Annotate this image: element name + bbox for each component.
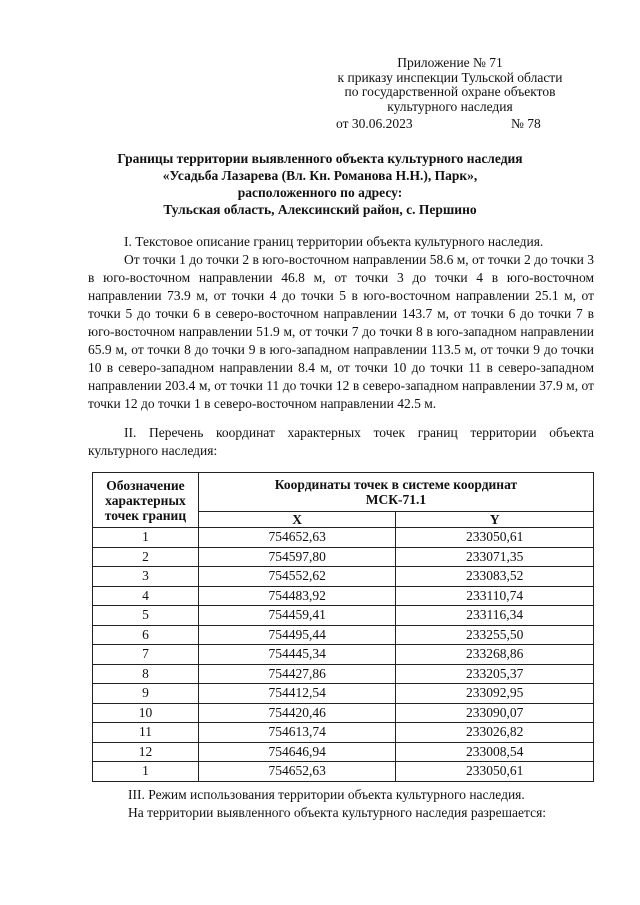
header-order-line: к приказу инспекции Тульской области [337,69,563,85]
point-number-cell: 4 [93,586,199,606]
point-number-cell: 11 [93,723,199,743]
x-coordinate-cell: 754483,92 [198,586,396,606]
col-coords-header [198,473,593,512]
coordinates-table [92,472,594,782]
x-coordinate-cell: 754459,41 [198,606,396,626]
section3-heading: III. Режим использования территории объекта культурного наследия. [128,787,525,802]
y-coordinate-cell: 233110,74 [396,586,594,606]
header-appendix: Приложение № 71 [397,55,503,70]
x-coordinate-cell: 754652,63 [198,528,396,548]
table-row [93,645,594,665]
table-row [93,684,594,704]
point-number-cell: 12 [93,742,199,762]
section2-heading: II. Перечень координат характерных точек границ территории объекта культурного наследия: [88,425,594,458]
y-coordinate-cell: 233090,07 [396,703,594,723]
order-date: от 30.06.2023 [336,116,413,131]
col-points-header: Обозначение характерных точек границ [93,473,199,528]
section1-heading: I. Текстовое описание границ территории объекта культурного наследия. [124,234,544,249]
coords-header-line-2: МСК-71.1 [365,492,427,507]
point-number-cell: 6 [93,625,199,645]
y-coordinate-cell: 233008,54 [396,742,594,762]
header-protection-line: по государственной охране объектов [344,84,556,99]
table-row [93,547,594,567]
y-coordinate-cell: 233071,35 [396,547,594,567]
header-heritage-line: культурного наследия [387,98,513,114]
y-coordinate-cell: 233026,82 [396,723,594,743]
point-number-cell: 3 [93,567,199,587]
section1-text: От точки 1 до точки 2 в юго-восточном направлении 58.6 м, от точки 2 до точки 3 в юго-восточном направлении 46.8 м, от точки 3 до точки 4 в юго-восточном направлении 73.9 м, от точки 4 до точки 5 в юго-восточном направлении 25.1 м, от точки 5 до точки 6 в северо-восточном направлении 143.7 м, от точки 6 до точки 7 в юго-восточном направлении 51.9 м, от точки 7 до точки 8 в юго-западном направлении 65.9 м, от точки 8 до точки 9 в юго-западном направлении 113.5 м, от точки 9 до точки 10 в северо-западном направлении 8.4 м, от точки 10 до точки 11 в северо-западном направлении 203.4 м, от точки 11 до точки 12 в северо-западном направлении 37.9 м, от точки 12 до точки 1 в северо-восточном направлении 42.5 м. [88,252,594,411]
title-line-1: Границы территории выявленного объекта культурного наследия [117,151,523,166]
table-row [93,528,594,548]
document-title [80,150,560,218]
section3-text: На территории выявленного объекта культурного наследия разрешается: [128,805,547,820]
point-number-cell: 9 [93,684,199,704]
point-number-cell: 7 [93,645,199,665]
point-number-cell: 10 [93,703,199,723]
y-coordinate-cell: 233255,50 [396,625,594,645]
col-x-header: X [198,512,396,528]
title-line-4: Тульская область, Алексинский район, с. Першино [163,202,477,217]
table-row [93,762,594,782]
point-number-cell: 5 [93,606,199,626]
order-number: № 78 [511,116,541,131]
table-row [93,586,594,606]
x-coordinate-cell: 754412,54 [198,684,396,704]
table-row [93,742,594,762]
title-line-2: «Усадьба Лазарева (Вл. Кн. Романова Н.Н.), Парк», [162,168,478,183]
header-block [300,56,600,114]
y-coordinate-cell: 233092,95 [396,684,594,704]
y-coordinate-cell: 233116,34 [396,606,594,626]
x-coordinate-cell: 754646,94 [198,742,396,762]
x-coordinate-cell: 754420,46 [198,703,396,723]
y-coordinate-cell: 233050,61 [396,528,594,548]
table-row [93,567,594,587]
x-coordinate-cell: 754652,63 [198,762,396,782]
table-row [93,606,594,626]
x-coordinate-cell: 754552,62 [198,567,396,587]
x-coordinate-cell: 754597,80 [198,547,396,567]
y-coordinate-cell: 233083,52 [396,567,594,587]
x-coordinate-cell: 754445,34 [198,645,396,665]
x-coordinate-cell: 754613,74 [198,723,396,743]
col-y-header: Y [396,512,594,528]
y-coordinate-cell: 233205,37 [396,664,594,684]
point-number-cell: 2 [93,547,199,567]
point-number-cell: 8 [93,664,199,684]
table-row [93,723,594,743]
point-number-cell: 1 [93,762,199,782]
table-row [93,703,594,723]
y-coordinate-cell: 233050,61 [396,762,594,782]
coords-header-line-1: Координаты точек в системе координат [274,477,518,492]
x-coordinate-cell: 754495,44 [198,625,396,645]
table-row [93,664,594,684]
x-coordinate-cell: 754427,86 [198,664,396,684]
point-number-cell: 1 [93,528,199,548]
title-line-3: расположенного по адресу: [237,185,403,200]
y-coordinate-cell: 233268,86 [396,645,594,665]
table-row [93,625,594,645]
